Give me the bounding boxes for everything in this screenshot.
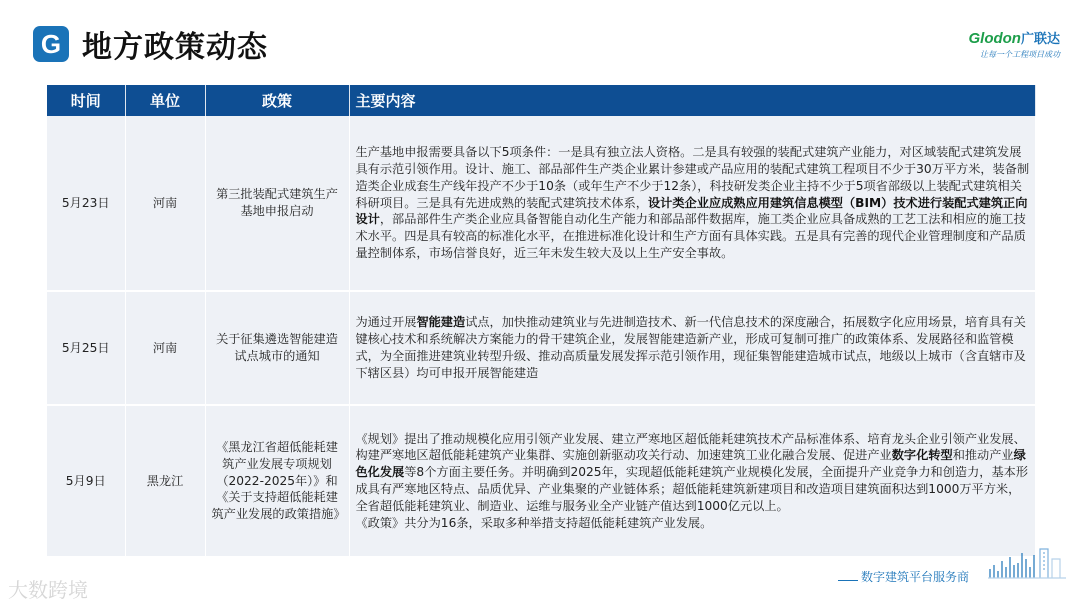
content-highlight: 绿色化发展 <box>355 448 1026 480</box>
brand-latin: Glodon <box>968 30 1021 47</box>
cell-date: 5月25日 <box>47 291 125 405</box>
page-title: 地方政策动态 <box>82 30 268 65</box>
content-text: 《规划》提出了推动规模化应用引领产业发展、建立严寒地区超低能耗建筑技术产品标准体系、培育龙头企业引领产业发展、构建严寒地区超低能耗建筑产业集群、实施创新驱动攻关行动、加速建筑工业化融合发展、促进产业 <box>355 431 1026 463</box>
watermark: 大数跨境 <box>8 578 88 602</box>
column-header-unit: 单位 <box>125 85 205 116</box>
cell-policy: 《黑龙江省超低能耗建筑产业发展专项规划（2022-2025年）》和《关于支持超低能耗建筑产业发展的政策措施》 <box>205 405 349 557</box>
cell-policy: 第三批装配式建筑生产基地申报启动 <box>205 116 349 291</box>
policy-table <box>47 85 1036 558</box>
column-header-policy: 政策 <box>205 85 349 116</box>
cell-date: 5月9日 <box>47 405 125 557</box>
cell-unit: 黑龙江 <box>125 405 205 557</box>
company-logo-icon: G <box>33 26 69 62</box>
cell-date: 5月23日 <box>47 116 125 291</box>
cell-content <box>349 291 1035 405</box>
content-text: 生产基地申报需要具备以下5项条件：一是具有独立法人资格。二是具有较强的装配式建筑产业能力，对区域装配式建筑发展具有示范引领作用。设计、施工、部品部件生产类企业累计参建或产品应用的装配式建筑工程项目不少于30万平方米，装备制造类企业成套生产线年投产不少于10条（或年生产不少于12条），科技研发类企业主持不少于5项省部级以上装配式建筑相关科研项目。三是具有先进成熟的装配式建筑技术体系， <box>355 145 1030 210</box>
content-text: 试点，加快推动建筑业与先进制造技术、新一代信息技术的深度融合，拓展数字化应用场景，培育具有关键核心技术和系统解决方案能力的骨干建筑企业，发展智能建造新产业，形成可复制可推广的政策体系、发展路径和监管模式，为全面推进建筑业转型升级、推动高质量发展发挥示范引领作用，现征集智能建造城市试点，地级以上城市（含直辖市及下辖区县）均可申报开展智能建造 <box>355 315 1026 380</box>
content-text: ，部品部件生产类企业应具备智能自动化生产能力和部品部件数据库，施工类企业应具备成熟的工艺工法和相应的施工技术水平。四是具有较高的标准化水平，在推进标准化设计和生产方面有具体实践。五是具有完善的现代企业管理制度和产品质量控制体系，市场信誉良好，近三年未发生较大及以上生产安全事故。 <box>355 212 1026 260</box>
column-header-content: 主要内容 <box>349 85 1035 116</box>
content-text: 为通过开展 <box>355 315 417 330</box>
table-row <box>47 291 1035 405</box>
brand-name <box>968 28 1060 47</box>
content-highlight: 智能建造 <box>416 315 466 330</box>
cell-content <box>349 405 1035 557</box>
city-skyline-icon <box>988 543 1066 579</box>
column-header-date: 时间 <box>47 85 125 116</box>
content-text: 和推动产业 <box>952 448 1014 463</box>
table-row <box>47 116 1035 291</box>
brand-cn: 广联达 <box>1020 32 1060 47</box>
cell-unit: 河南 <box>125 291 205 405</box>
footer-tagline: 数字建筑平台服务商 <box>858 568 972 585</box>
content-highlight: 设计类企业应成熟应用建筑信息模型（BIM）技术进行装配式建筑正向设计 <box>355 195 1028 227</box>
table-header-row <box>47 85 1035 116</box>
cell-policy: 关于征集遴选智能建造试点城市的通知 <box>205 291 349 405</box>
cell-unit: 河南 <box>125 116 205 291</box>
cell-content <box>349 116 1035 291</box>
content-text: 等8个方面主要任务。并明确到2025年，实现超低能耗建筑产业规模化发展，全面提升产业竞争力和创造力，基本形成具有严寒地区特点、品质优异、产业集聚的产业链体系；超低能耗建筑新建项目和改造项目建筑面积达到1000万平方米，全省超低能耗建筑业、制造业、运维与服务业全产业链产值达到1000亿元以上。 <box>355 465 1029 513</box>
content-text: 《政策》共分为16条，采取多种举措支持超低能耗建筑产业发展。 <box>355 515 713 530</box>
brand-logo <box>968 28 1060 60</box>
table-row <box>47 405 1035 557</box>
content-highlight: 数字化转型 <box>891 448 953 463</box>
brand-slogan: 让每一个工程项目成功 <box>980 50 1060 59</box>
